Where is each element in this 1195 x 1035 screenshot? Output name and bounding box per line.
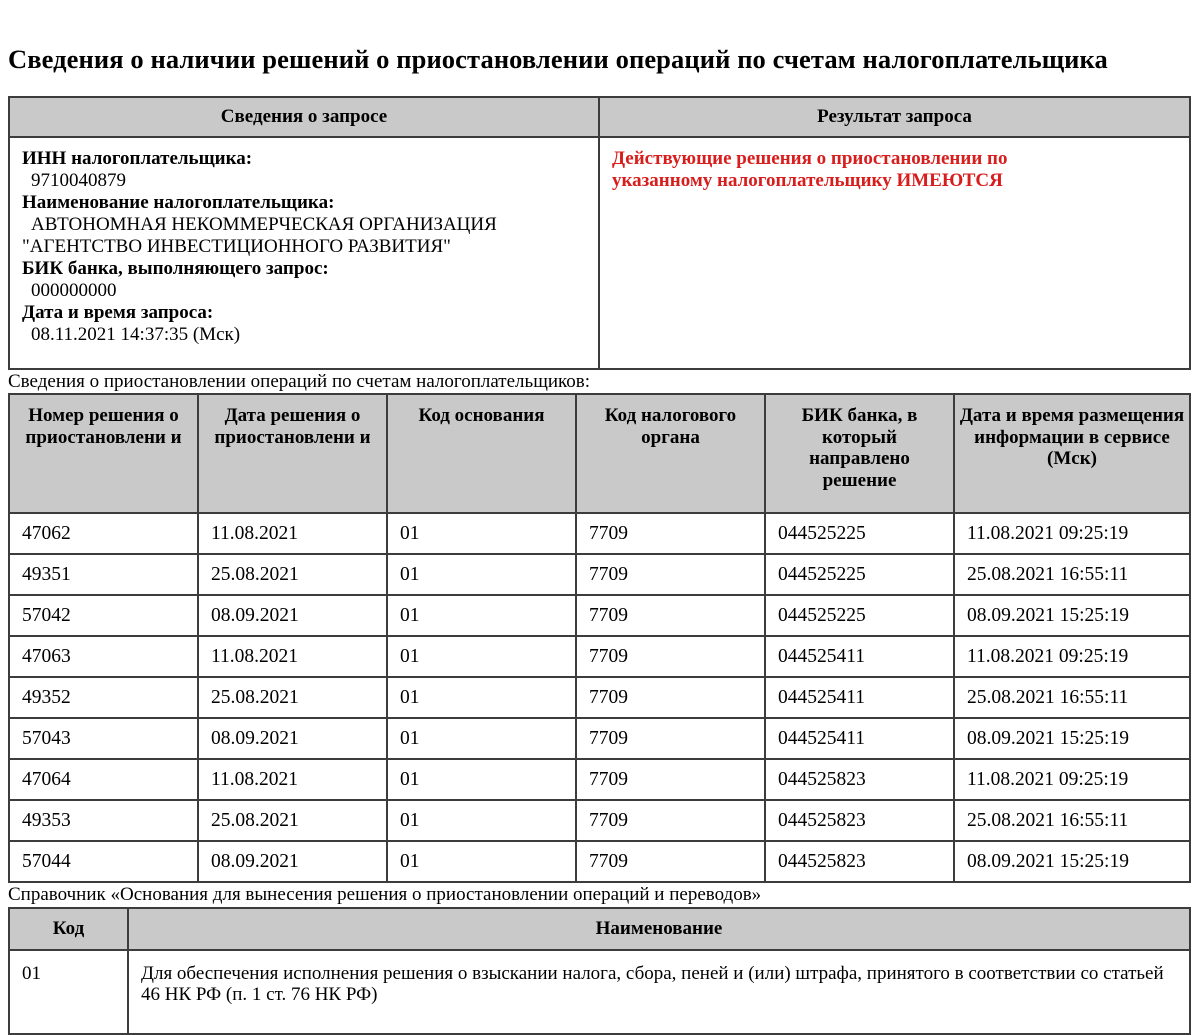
decision-number: 57044 [9, 841, 198, 882]
bank-bik: 044525411 [765, 718, 954, 759]
bank-bik: 044525411 [765, 677, 954, 718]
decision-number: 49351 [9, 554, 198, 595]
bank-bik-value: 000000000 [31, 280, 117, 301]
column-header-basis-code: Код основания [387, 394, 576, 513]
decisions-header-row [9, 394, 1190, 513]
decision-date: 08.09.2021 [198, 718, 387, 759]
posted-datetime: 25.08.2021 16:55:11 [954, 677, 1190, 718]
request-result-header: Результат запроса [599, 97, 1190, 137]
decision-date: 25.08.2021 [198, 677, 387, 718]
request-datetime-label: Дата и время запроса: [22, 302, 214, 323]
decision-number: 49352 [9, 677, 198, 718]
tax-authority-code: 7709 [576, 718, 765, 759]
decision-number: 57042 [9, 595, 198, 636]
decision-number: 47064 [9, 759, 198, 800]
basis-code: 01 [387, 800, 576, 841]
basis-code: 01 [387, 677, 576, 718]
basis-description: Для обеспечения исполнения решения о взыскании налога, сбора, пеней и (или) штрафа, принятого в соответствии со статьей 46 НК РФ (п. 1 ст. 76 НК РФ) [128, 950, 1190, 1034]
table-row [9, 677, 1190, 718]
tax-authority-code: 7709 [576, 800, 765, 841]
inn-label: ИНН налогоплательщика: [22, 148, 253, 169]
bank-bik: 044525225 [765, 513, 954, 554]
table-row [9, 595, 1190, 636]
bank-bik: 044525411 [765, 636, 954, 677]
column-header-code: Код [9, 908, 128, 950]
bank-bik: 044525823 [765, 841, 954, 882]
basis-code: 01 [9, 950, 128, 1034]
taxpayer-name-label: Наименование налогоплательщика: [22, 192, 335, 213]
column-header-tax-authority-code: Код налогового органа [576, 394, 765, 513]
tax-authority-code: 7709 [576, 513, 765, 554]
posted-datetime: 08.09.2021 15:25:19 [954, 841, 1190, 882]
decision-date: 11.08.2021 [198, 636, 387, 677]
request-info-cell [9, 137, 599, 369]
table-row [9, 800, 1190, 841]
decision-date: 08.09.2021 [198, 841, 387, 882]
page-title: Сведения о наличии решений о приостановлении операций по счетам налогоплательщика [8, 44, 1108, 74]
result-text-line1: Действующие решения о приостановлении по [612, 148, 1008, 169]
decision-number: 47062 [9, 513, 198, 554]
decisions-table [8, 393, 1191, 883]
basis-code: 01 [387, 718, 576, 759]
request-datetime-value: 08.11.2021 14:37:35 (Мск) [31, 324, 241, 345]
column-header-name: Наименование [128, 908, 1190, 950]
column-header-decision-date: Дата решения о приостановлени и [198, 394, 387, 513]
basis-code: 01 [387, 554, 576, 595]
bank-bik-label: БИК банка, выполняющего запрос: [22, 258, 329, 279]
tax-authority-code: 7709 [576, 595, 765, 636]
table-row [9, 554, 1190, 595]
directory-header-row [9, 908, 1190, 950]
taxpayer-name-line1: АВТОНОМНАЯ НЕКОММЕРЧЕСКАЯ ОРГАНИЗАЦИЯ [31, 214, 497, 235]
posted-datetime: 08.09.2021 15:25:19 [954, 718, 1190, 759]
tax-authority-code: 7709 [576, 636, 765, 677]
basis-code: 01 [387, 636, 576, 677]
tax-authority-code: 7709 [576, 677, 765, 718]
bank-bik: 044525823 [765, 800, 954, 841]
posted-datetime: 25.08.2021 16:55:11 [954, 554, 1190, 595]
basis-code: 01 [387, 595, 576, 636]
bank-bik: 044525225 [765, 554, 954, 595]
table-row [9, 718, 1190, 759]
basis-code: 01 [387, 513, 576, 554]
decision-date: 08.09.2021 [198, 595, 387, 636]
tax-authority-code: 7709 [576, 759, 765, 800]
basis-code: 01 [387, 759, 576, 800]
posted-datetime: 11.08.2021 09:25:19 [954, 513, 1190, 554]
request-header-row [9, 97, 1190, 137]
result-text-line2: указанному налогоплательщику ИМЕЮТСЯ [612, 170, 1003, 191]
bank-bik: 044525225 [765, 595, 954, 636]
decision-number: 47063 [9, 636, 198, 677]
column-header-decision-number: Номер решения о приостановлени и [9, 394, 198, 513]
posted-datetime: 11.08.2021 09:25:19 [954, 636, 1190, 677]
taxpayer-name-line2: "АГЕНТСТВО ИНВЕСТИЦИОННОГО РАЗВИТИЯ" [22, 236, 451, 257]
decision-date: 11.08.2021 [198, 759, 387, 800]
inn-value: 9710040879 [31, 170, 126, 191]
column-header-posted-datetime: Дата и время размещения информации в сервисе (Мск) [954, 394, 1190, 513]
request-result-cell [599, 137, 1190, 369]
decisions-caption: Сведения о приостановлении операций по счетам налогоплательщиков: [8, 371, 591, 392]
decision-date: 11.08.2021 [198, 513, 387, 554]
table-row [9, 759, 1190, 800]
posted-datetime: 11.08.2021 09:25:19 [954, 759, 1190, 800]
tax-authority-code: 7709 [576, 554, 765, 595]
decision-number: 49353 [9, 800, 198, 841]
request-info-table [8, 96, 1191, 370]
request-body-row [9, 137, 1190, 369]
decision-date: 25.08.2021 [198, 554, 387, 595]
column-header-bank-bik: БИК банка, в который направлено решение [765, 394, 954, 513]
basis-directory-table [8, 907, 1191, 1035]
decision-number: 57043 [9, 718, 198, 759]
table-row [9, 636, 1190, 677]
table-row [9, 513, 1190, 554]
tax-authority-code: 7709 [576, 841, 765, 882]
table-row [9, 950, 1190, 1034]
request-info-header: Сведения о запросе [9, 97, 599, 137]
directory-caption: Справочник «Основания для вынесения решения о приостановлении операций и переводов» [8, 884, 762, 905]
decision-date: 25.08.2021 [198, 800, 387, 841]
table-row [9, 841, 1190, 882]
basis-code: 01 [387, 841, 576, 882]
posted-datetime: 08.09.2021 15:25:19 [954, 595, 1190, 636]
bank-bik: 044525823 [765, 759, 954, 800]
posted-datetime: 25.08.2021 16:55:11 [954, 800, 1190, 841]
